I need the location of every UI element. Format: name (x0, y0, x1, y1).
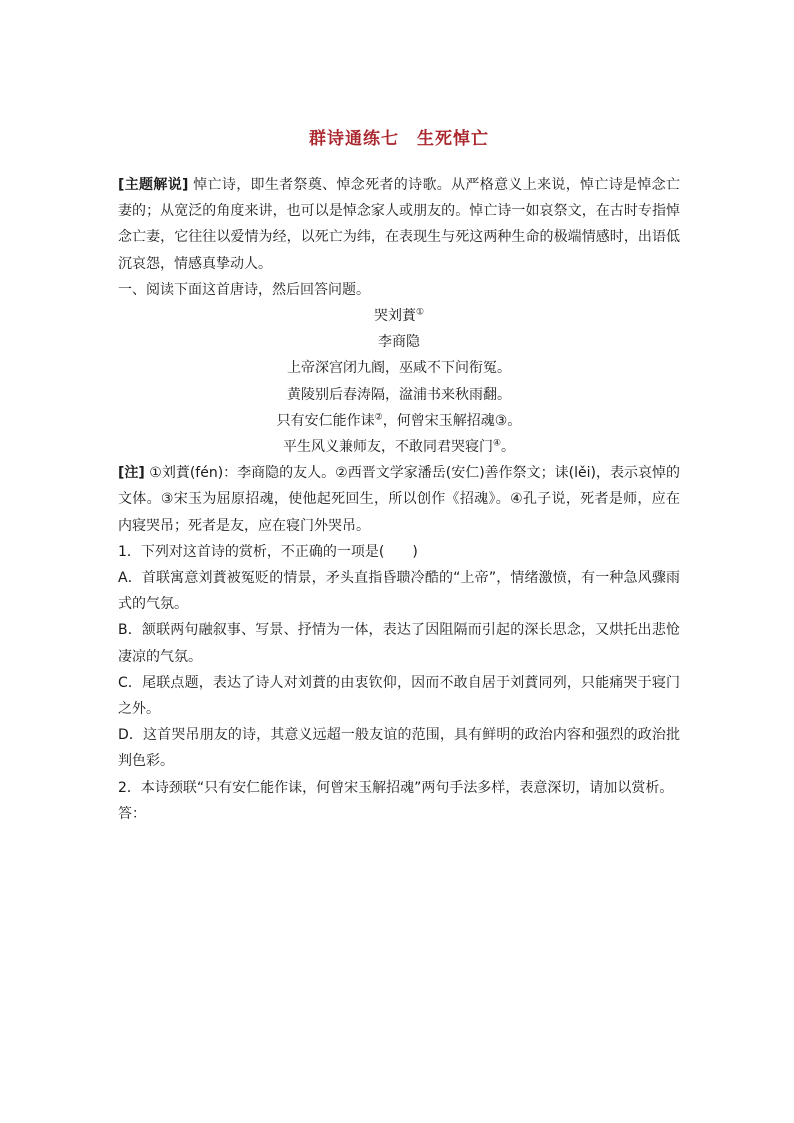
poem-line (118, 382, 680, 408)
option-b: B．颔联两句融叙事、写景、抒情为一体，表达了因阻隔而引起的深长思念，又烘托出悲怆凄凉的气氛。 (118, 622, 680, 665)
poem-line-text: 只有安仁能作诔 (276, 412, 375, 429)
intro-lead: [主题解说] (118, 177, 189, 193)
question-stem: 1．下列对这首诗的赏析，不正确的一项是( ) (118, 543, 418, 560)
poem-line-tail: 。 (501, 439, 516, 456)
poem-line-text: 平生风义兼师友，不敢同君哭寝门 (282, 439, 493, 456)
poem-line-tail: ，何曾宋玉解招魂③。 (382, 412, 522, 429)
page-title: 群诗通练七 生死悼亡 (309, 129, 489, 149)
question-stem: 2．本诗颈联“只有安仁能作诔，何曾宋玉解招魂”两句手法多样，表意深切，请加以赏析。 (118, 779, 674, 796)
poem-title: 哭刘蕡 (373, 308, 416, 325)
document-body (118, 172, 680, 827)
poem-line (118, 408, 680, 434)
section-heading: 一、阅读下面这首唐诗，然后回答问题。 (118, 281, 370, 298)
poem-line-note: ④ (492, 438, 502, 449)
poem-line-text: 黄陵别后春涛隔，湓浦书来秋雨翻。 (287, 386, 511, 403)
poem-line-text: 上帝深宫闭九阍，巫咸不下问衔冤。 (287, 360, 511, 377)
poem-title-note: ① (415, 307, 425, 318)
poem-line-note: ② (374, 412, 383, 423)
poem-line (118, 434, 680, 460)
option-d: D．这首哭吊朋友的诗，其意义远超一般友谊的范围，具有鲜明的政治内容和强烈的政治批判色彩。 (118, 727, 680, 770)
option-c: C．尾联点题，表达了诗人对刘蕡的由衷钦仰，因而不敢自居于刘蕡同列，只能痛哭于寝门之外。 (118, 674, 680, 718)
notes-text: ①刘蕡(fén)：李商隐的友人。②西晋文学家潘岳(安仁)善作祭文；诔(lěi)，表示哀悼的文体。③宋玉为屈原招魂，使他起死回生，所以创作《招魂》。④孔子说，死者是师，应在内寝哭吊；死者是友，应在寝门外哭吊。 (118, 465, 681, 534)
poem-line (118, 355, 680, 381)
poem-author: 李商隐 (378, 334, 420, 351)
intro-text: 悼亡诗，即生者祭奠、悼念死者的诗歌。从严格意义上来说，悼亡诗是悼念亡妻的；从宽泛的角度来讲，也可以是悼念家人或朋友的。悼亡诗一如哀祭文，在古时专指悼念亡妻，它往往以爱情为经，以死亡为纬，在表现生与死这两种生命的极端情感时，出语低沉哀怨，情感真挚动人。 (118, 177, 681, 272)
notes-paragraph (118, 460, 680, 539)
answer-label: 答： (118, 805, 146, 822)
option-a: A．首联寓意刘蕡被冤贬的情景，矛头直指昏聩冷酷的“上帝”，情绪激愤，有一种急风骤雨式的气氛。 (118, 570, 680, 613)
poem-title-line (118, 303, 680, 329)
notes-lead: [注] (118, 465, 145, 482)
intro-paragraph (118, 172, 680, 277)
